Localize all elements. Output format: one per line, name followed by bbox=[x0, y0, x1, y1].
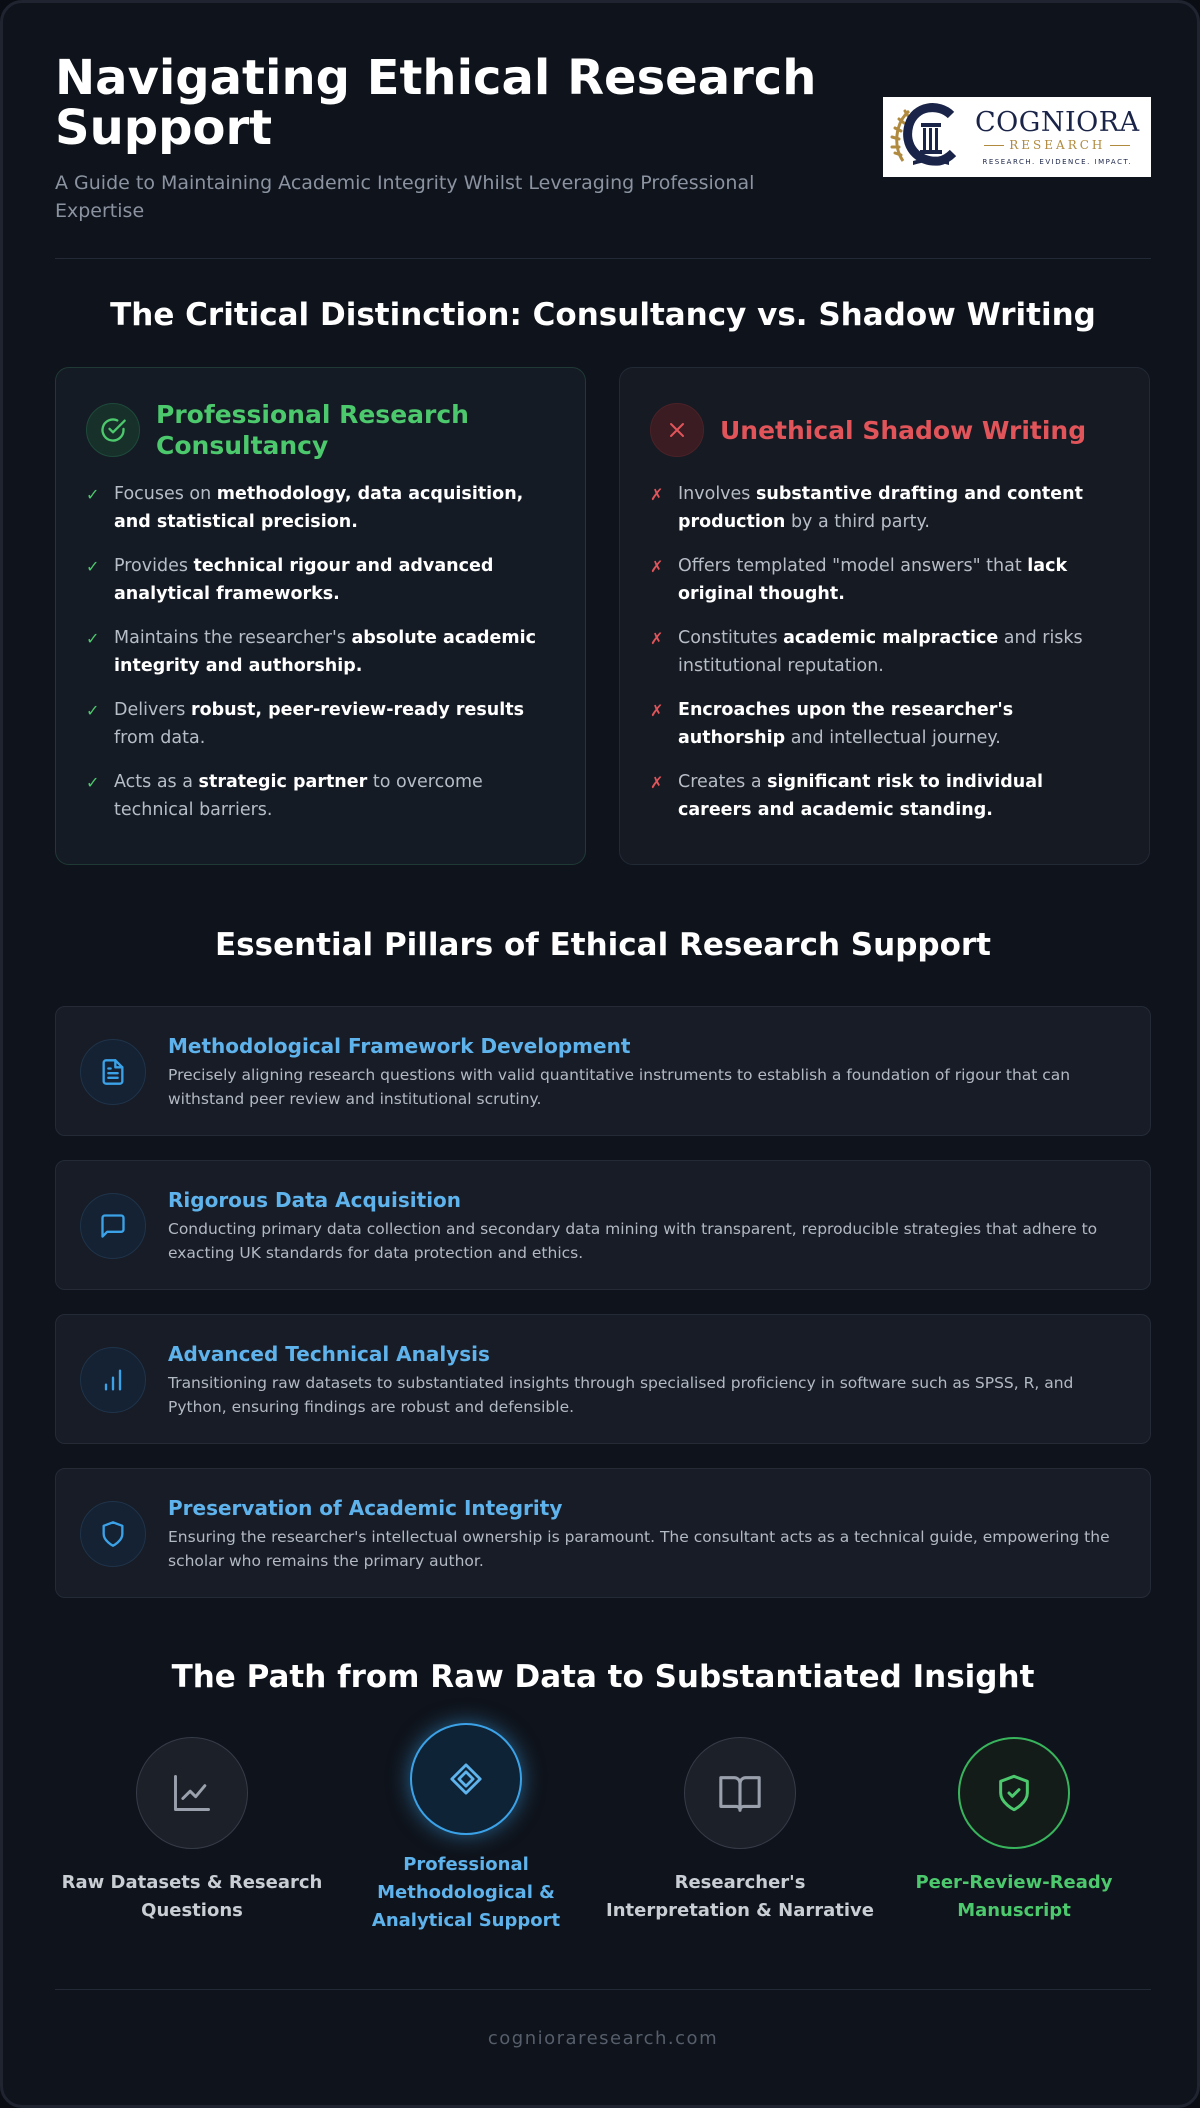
check-icon: ✓ bbox=[86, 557, 100, 576]
cross-icon: ✗ bbox=[650, 485, 664, 504]
cross-icon: ✗ bbox=[650, 557, 664, 576]
pillars-section-title: Essential Pillars of Ethical Research Support bbox=[215, 927, 991, 963]
list-item: ✓ Delivers robust, peer-review-ready results from data. bbox=[86, 696, 555, 752]
logo-subtitle: RESEARCH bbox=[984, 138, 1130, 152]
consultancy-list bbox=[86, 480, 555, 824]
page-header bbox=[55, 50, 1151, 223]
consultancy-card bbox=[55, 367, 586, 865]
path-section-title: The Path from Raw Data to Substantiated Insight bbox=[171, 1659, 1035, 1695]
list-item: ✓ Focuses on methodology, data acquisition, and statistical precision. bbox=[86, 480, 555, 536]
message-square-icon bbox=[80, 1193, 146, 1259]
shield-icon bbox=[80, 1501, 146, 1567]
step-label: Researcher's Interpretation & Narrative bbox=[606, 1872, 874, 1921]
step-label: Peer-Review-Ready Manuscript bbox=[915, 1872, 1113, 1921]
pillar-card bbox=[55, 1006, 1151, 1136]
pillar-title: Methodological Framework Development bbox=[168, 1034, 631, 1058]
pillar-description: Transitioning raw datasets to substantiated insights through specialised proficiency in software such as SPSS, R, and Python, ensuring findings are robust and defensible. bbox=[168, 1374, 1074, 1416]
diamond-layers-icon bbox=[410, 1723, 522, 1835]
list-item: ✗ Encroaches upon the researcher's authorship and intellectual journey. bbox=[650, 696, 1119, 752]
check-icon: ✓ bbox=[86, 701, 100, 720]
check-icon: ✓ bbox=[86, 485, 100, 504]
cross-icon: ✗ bbox=[650, 701, 664, 720]
path-step-professional-support bbox=[329, 1737, 603, 1935]
step-label: Professional Methodological & Analytical Support bbox=[371, 1854, 561, 1931]
shadow-writing-card bbox=[619, 367, 1150, 865]
pillar-description: Precisely aligning research questions with valid quantitative instruments to establish a foundation of rigour that can withstand peer review and institutional scrutiny. bbox=[168, 1066, 1071, 1108]
shadow-writing-card-title: Unethical Shadow Writing bbox=[720, 415, 1087, 445]
x-icon bbox=[650, 403, 704, 457]
consultancy-card-title: Professional Research Consultancy bbox=[156, 400, 469, 460]
shield-check-icon bbox=[958, 1737, 1070, 1849]
cross-icon: ✗ bbox=[650, 773, 664, 792]
pillar-card bbox=[55, 1160, 1151, 1290]
brand-logo[interactable] bbox=[883, 97, 1151, 177]
pillar-title: Preservation of Academic Integrity bbox=[168, 1496, 563, 1520]
list-item: ✗ Creates a significant risk to individual careers and academic standing. bbox=[650, 768, 1119, 824]
shadow-writing-list bbox=[650, 480, 1119, 824]
footer-divider bbox=[55, 1989, 1151, 1990]
list-item: ✓ Maintains the researcher's absolute academic integrity and authorship. bbox=[86, 624, 555, 680]
cross-icon: ✗ bbox=[650, 629, 664, 648]
header-divider bbox=[55, 258, 1151, 259]
pillar-description: Conducting primary data collection and secondary data mining with transparent, reproducible strategies that adhere to exacting UK standards for data protection and ethics. bbox=[168, 1220, 1098, 1262]
pillar-title: Rigorous Data Acquisition bbox=[168, 1188, 462, 1212]
step-label: Raw Datasets & Research Questions bbox=[61, 1872, 323, 1921]
path-step-manuscript bbox=[877, 1737, 1151, 1925]
list-item: ✗ Involves substantive drafting and content production by a third party. bbox=[650, 480, 1119, 536]
logo-emblem-icon bbox=[889, 97, 971, 177]
logo-wordmark bbox=[975, 108, 1140, 166]
pillar-description: Ensuring the researcher's intellectual ownership is paramount. The consultant acts as a technical guide, empowering the scholar who remains the primary author. bbox=[168, 1528, 1110, 1570]
page-title: Navigating Ethical Research Support bbox=[55, 50, 817, 156]
open-book-icon bbox=[684, 1737, 796, 1849]
document-icon bbox=[80, 1039, 146, 1105]
check-circle-icon bbox=[86, 403, 140, 457]
pillar-title: Advanced Technical Analysis bbox=[168, 1342, 490, 1366]
pillar-card bbox=[55, 1468, 1151, 1598]
list-item: ✗ Constitutes academic malpractice and risks institutional reputation. bbox=[650, 624, 1119, 680]
check-icon: ✓ bbox=[86, 773, 100, 792]
page-subtitle: A Guide to Maintaining Academic Integrity Whilst Leveraging Professional Expertise bbox=[55, 172, 755, 222]
line-chart-icon bbox=[136, 1737, 248, 1849]
list-item: ✓ Provides technical rigour and advanced analytical frameworks. bbox=[86, 552, 555, 608]
logo-tagline: RESEARCH. EVIDENCE. IMPACT. bbox=[982, 158, 1133, 166]
logo-name: COGNIORA bbox=[975, 107, 1140, 138]
comparison-section-title: The Critical Distinction: Consultancy vs. Shadow Writing bbox=[110, 297, 1096, 333]
list-item: ✓ Acts as a strategic partner to overcome technical barriers. bbox=[86, 768, 555, 824]
path-step-interpretation bbox=[603, 1737, 877, 1925]
path-step-raw-data bbox=[55, 1737, 329, 1925]
list-item: ✗ Offers templated "model answers" that lack original thought. bbox=[650, 552, 1119, 608]
check-icon: ✓ bbox=[86, 629, 100, 648]
pillar-card bbox=[55, 1314, 1151, 1444]
bar-chart-icon bbox=[80, 1347, 146, 1413]
footer-url[interactable]: cognioraresearch.com bbox=[487, 2028, 719, 2049]
